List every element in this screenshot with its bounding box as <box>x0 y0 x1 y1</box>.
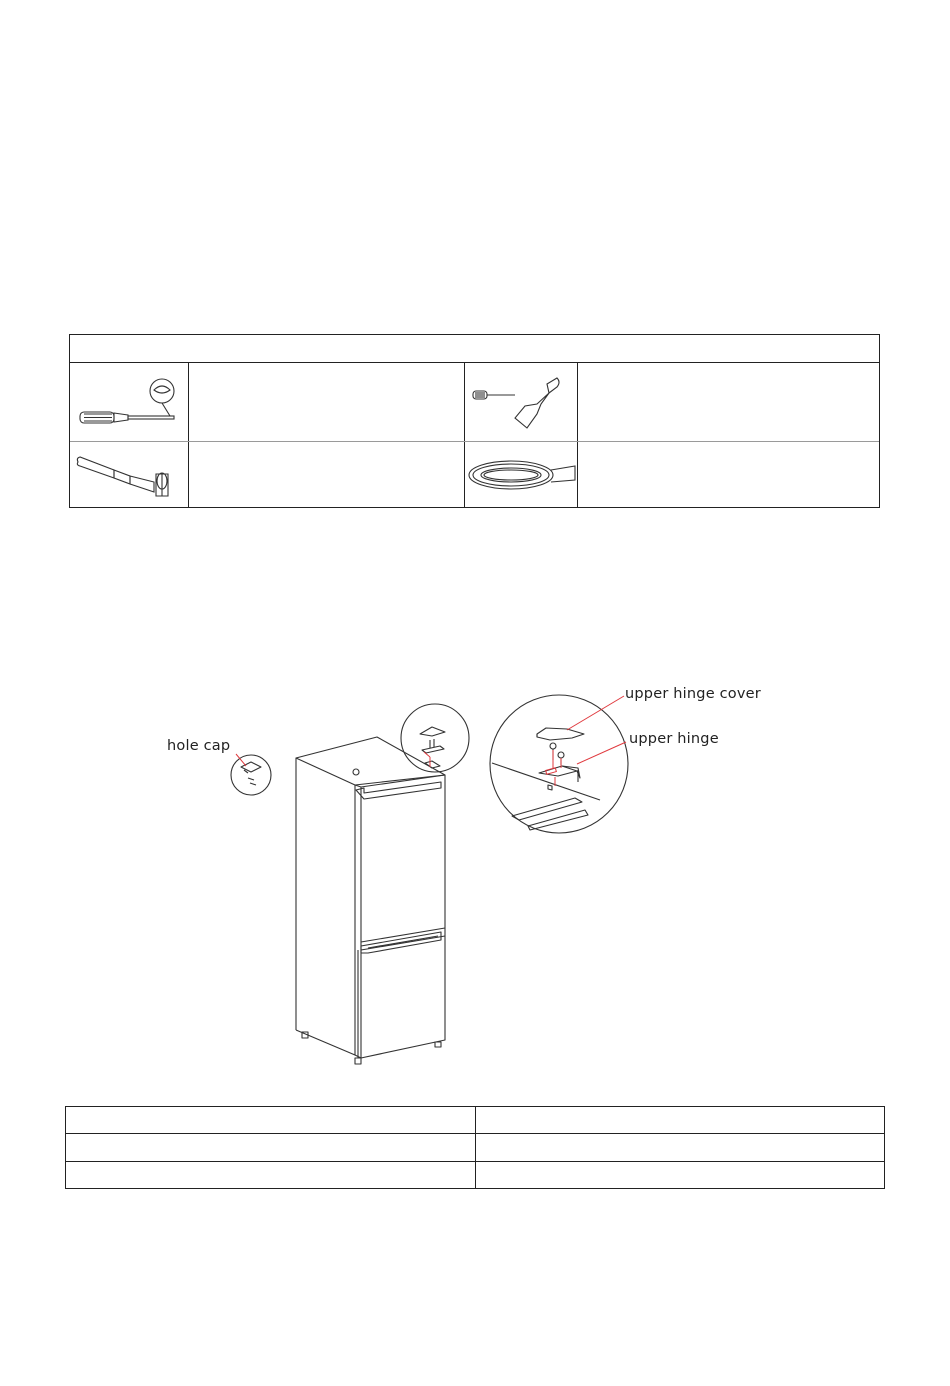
red-leaders <box>236 696 626 786</box>
upper-hinge-label: upper hinge <box>629 731 719 747</box>
hole-cap-label: hole cap <box>167 738 231 754</box>
upper-hinge-cover-label: upper hinge cover <box>625 686 761 702</box>
upper-hinge-detail-large <box>490 695 628 833</box>
hole-cap-detail <box>231 755 271 795</box>
upper-hinge-detail-small <box>401 704 469 772</box>
bottom-table <box>65 1106 885 1189</box>
fridge-body <box>296 737 445 1064</box>
